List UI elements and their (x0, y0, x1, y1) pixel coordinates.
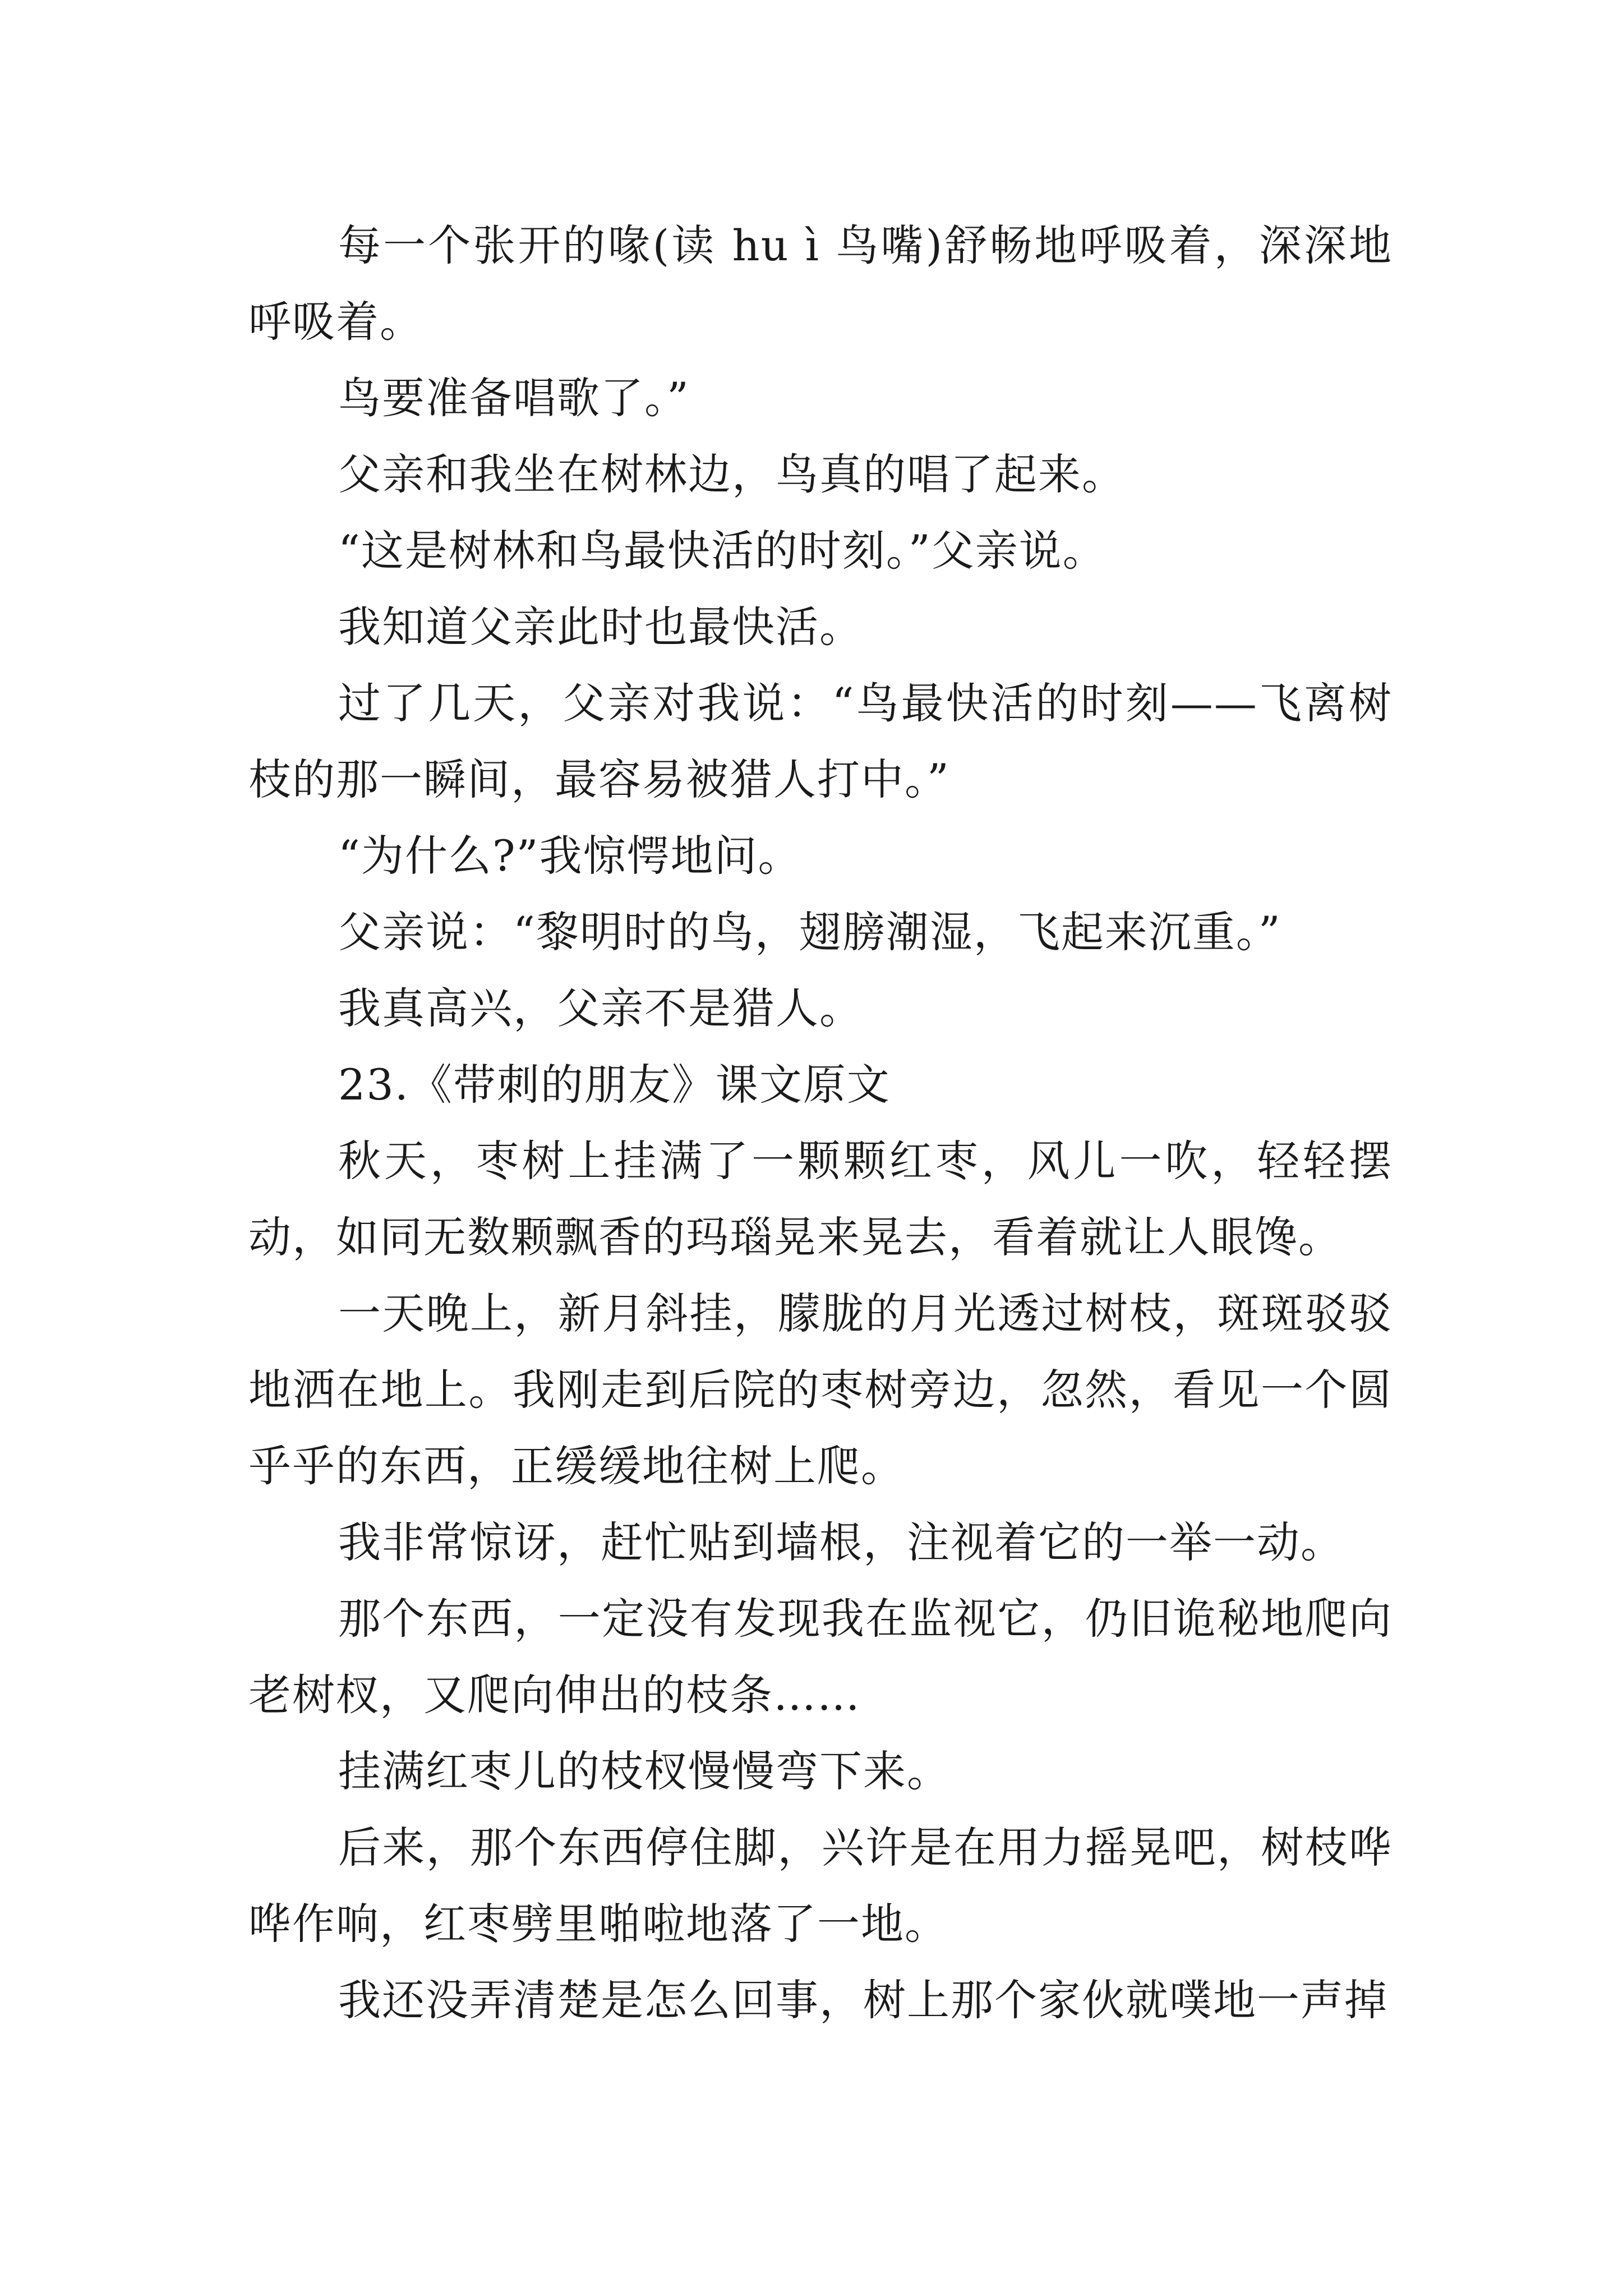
paragraph: 秋天，枣树上挂满了一颗颗红枣，风儿一吹，轻轻摆动，如同无数颗飘香的玛瑙晃来晃去，看着就让人眼馋。 (248, 1136, 1393, 1262)
document-body (248, 208, 1393, 2039)
paragraph: 过了几天，父亲对我说：“鸟最快活的时刻——飞离树枝的那一瞬间，最容易被猎人打中。” (248, 678, 1393, 804)
paragraph: 鸟要准备唱歌了。” (338, 373, 690, 423)
paragraph: 我非常惊讶，赶忙贴到墙根，注视着它的一举一动。 (338, 1517, 1344, 1567)
paragraph: 每一个张开的喙(读 hu ì 鸟嘴)舒畅地呼吸着，深深地呼吸着。 (248, 220, 1393, 347)
section-heading: 23.《带刺的朋友》课文原文 (338, 1060, 891, 1110)
paragraph: 一天晚上，新月斜挂，朦胧的月光透过树枝，斑斑驳驳地洒在地上。我刚走到后院的枣树旁边，忽然，看见一个圆乎乎的东西，正缓缓地往树上爬。 (248, 1289, 1393, 1491)
paragraph: 那个东西，一定没有发现我在监视它，仍旧诡秘地爬向老树杈，又爬向伸出的枝条…… (248, 1594, 1393, 1720)
paragraph: 我还没弄清楚是怎么回事，树上那个家伙就噗地一声掉 (338, 1975, 1388, 2025)
paragraph: “为什么?”我惊愕地问。 (338, 831, 802, 881)
paragraph: 我真高兴，父亲不是猎人。 (338, 983, 863, 1033)
paragraph: “这是树林和鸟最快活的时刻。”父亲说。 (338, 526, 1106, 576)
paragraph: 挂满红枣儿的枝杈慢慢弯下来。 (338, 1746, 951, 1796)
paragraph: 后来，那个东西停住脚，兴许是在用力摇晃吧，树枝哗哗作响，红枣劈里啪啦地落了一地。 (248, 1823, 1393, 1949)
paragraph: 父亲和我坐在树林边，鸟真的唱了起来。 (338, 449, 1126, 499)
paragraph: 父亲说：“黎明时的鸟，翅膀潮湿，飞起来沉重。” (338, 907, 1281, 957)
paragraph: 我知道父亲此时也最快活。 (338, 602, 863, 652)
